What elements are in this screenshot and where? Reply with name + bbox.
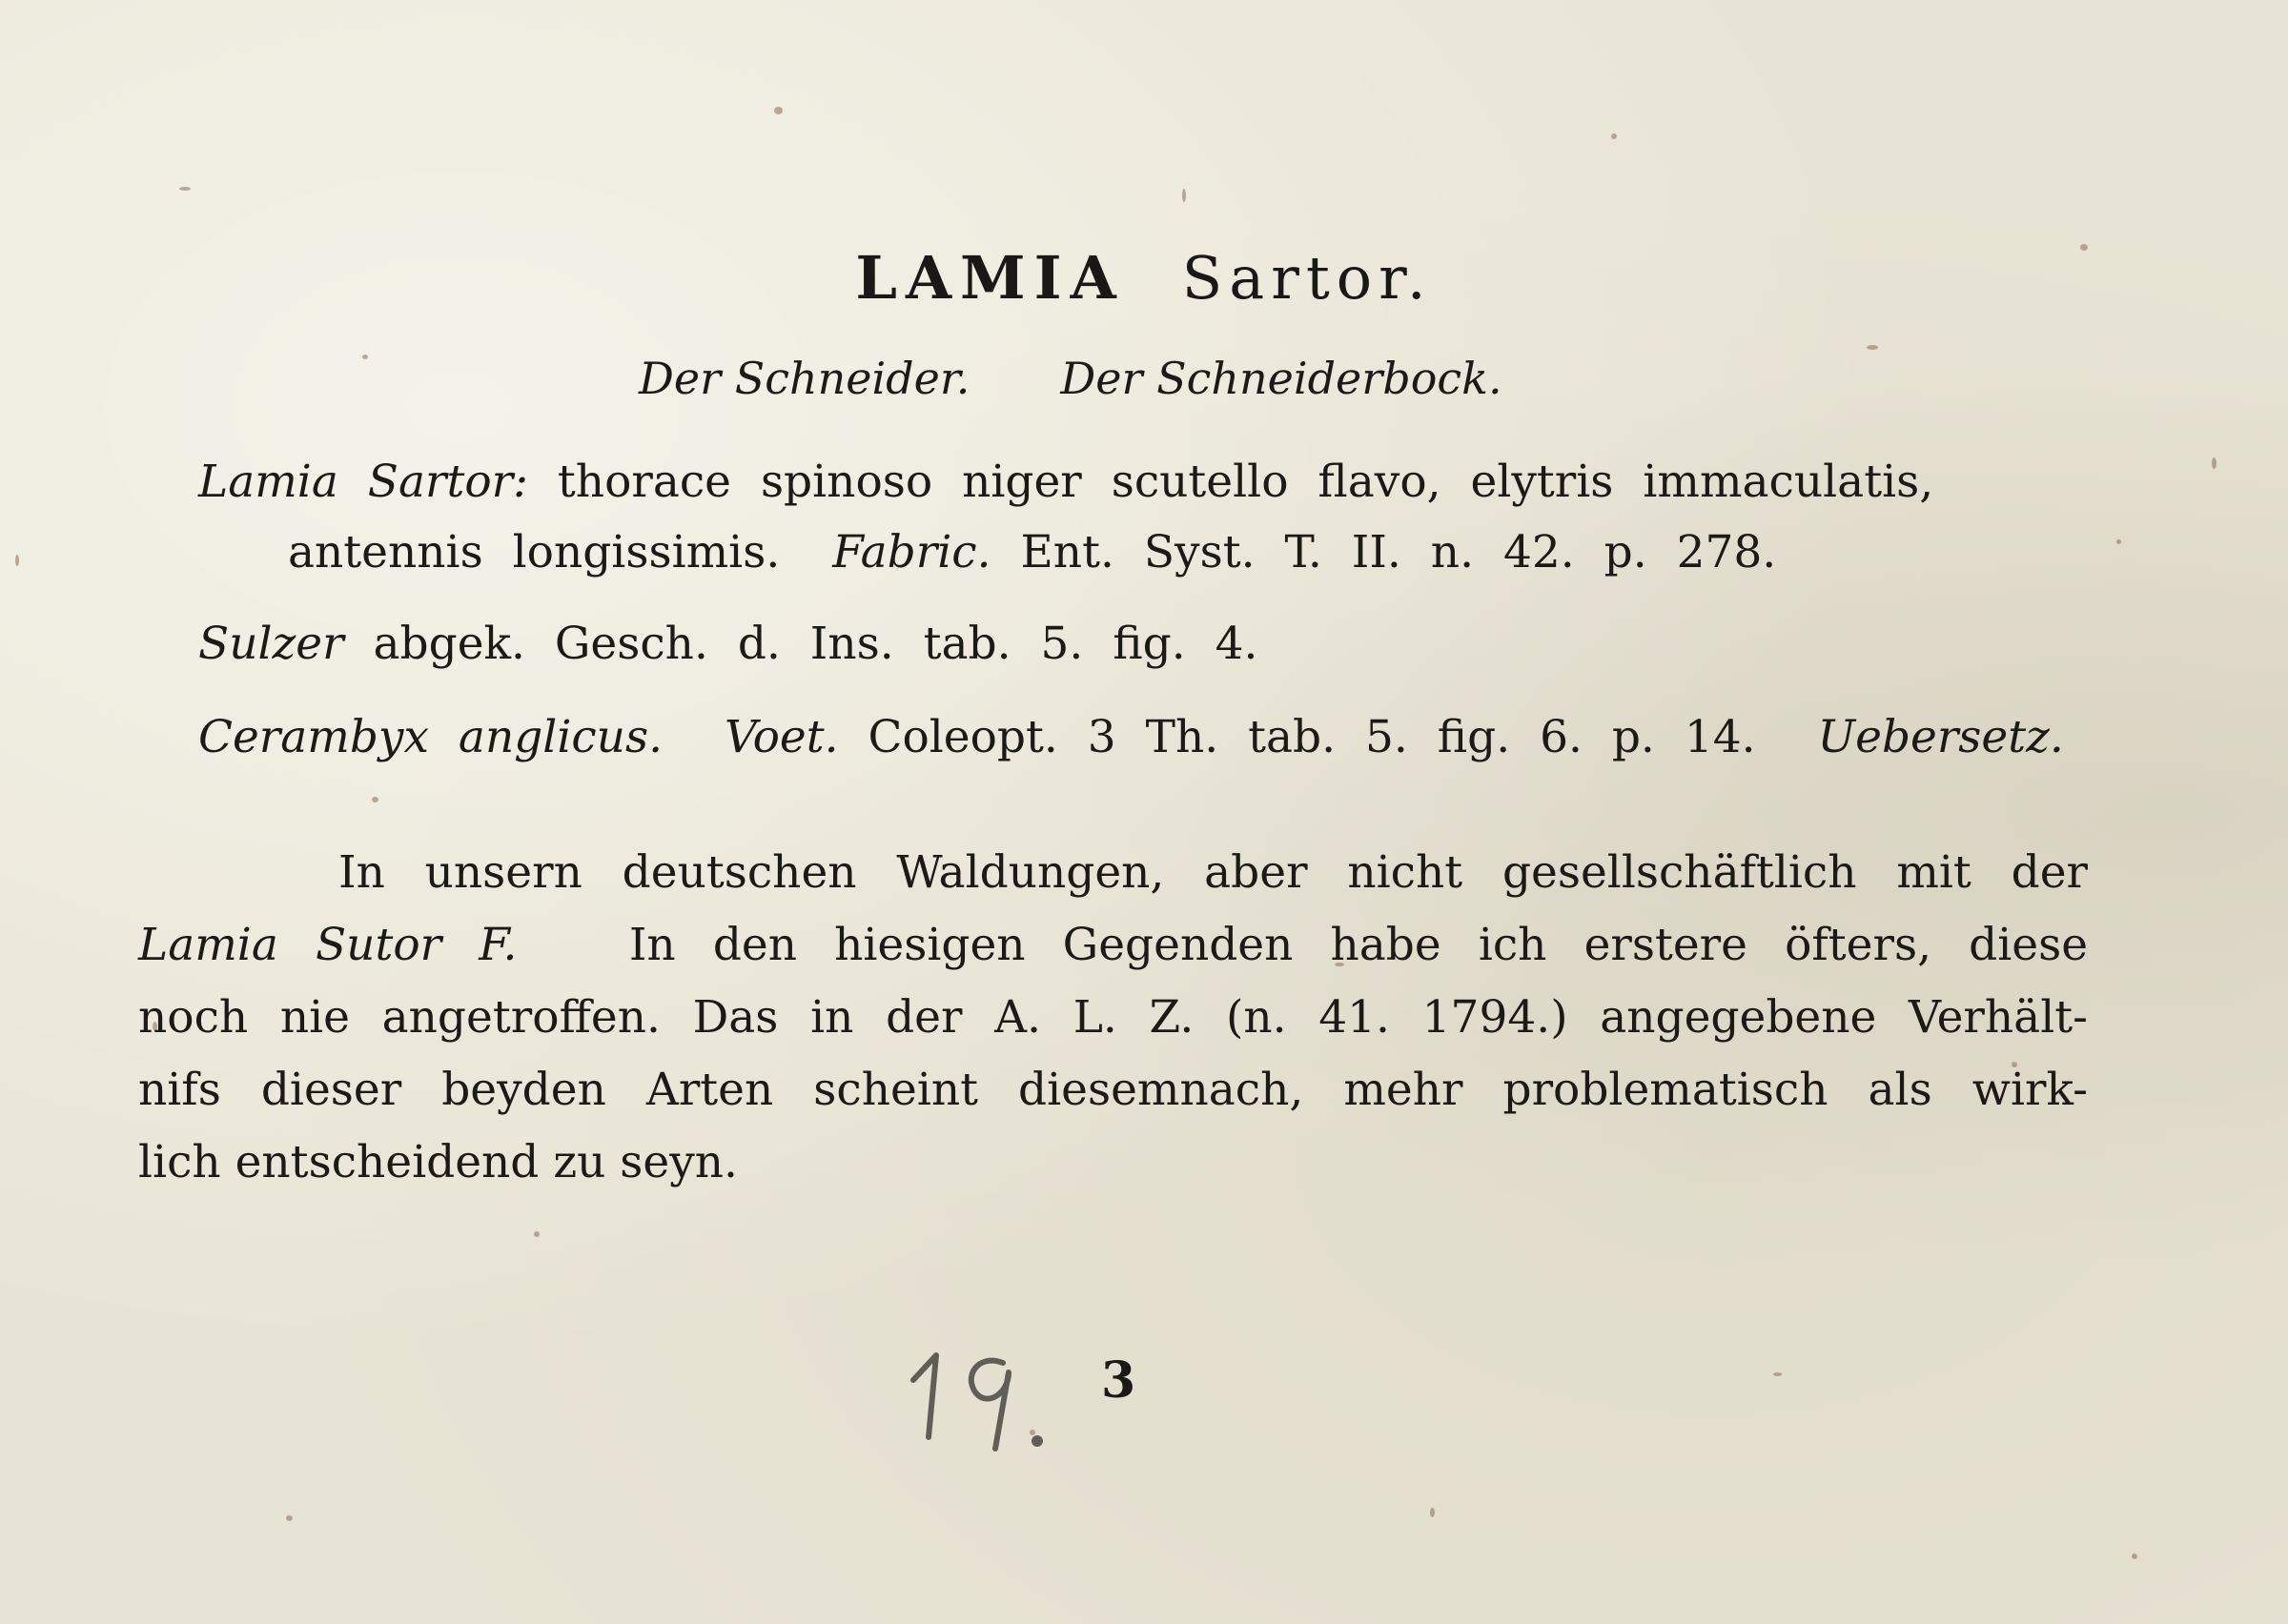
citation-fabricius-text1: thorace spinoso niger scutello flavo, elytris immaculatis, [557, 456, 1934, 508]
paper-fleck [372, 797, 378, 802]
species-name: Sartor. [1181, 243, 1433, 313]
body-line-4: nifs dieser beyden Arten scheint diesemnach, mehr problematisch als wirk- [138, 1064, 2088, 1116]
paper-fleck [2116, 539, 2121, 544]
paper-fleck [286, 1515, 293, 1521]
paper-fleck [179, 187, 191, 191]
common-name-2: Der Schneiderbock. [1060, 353, 1502, 404]
body-paragraph [138, 837, 2088, 1199]
paper-fleck [1611, 133, 1617, 139]
citation-voet-ref: Coleopt. 3 Th. tab. 5. fig. 6. p. 14. [868, 711, 1756, 763]
citation-fabricius-text2: antennis longissimis. [288, 526, 781, 579]
citation-sulzer-author: Sulzer [198, 618, 344, 670]
common-name-1: Der Schneider. [639, 353, 970, 404]
paper-fleck [1430, 1508, 1435, 1517]
citation-voet-author: Voet. [724, 711, 839, 763]
paper-fleck [774, 107, 783, 114]
page-number: 3 [1101, 1351, 1136, 1410]
common-names [639, 353, 1502, 404]
body-species-name: Lamia Sutor F. [138, 919, 518, 971]
paper-fleck [15, 555, 19, 566]
body-line-1: In unsern deutschen Waldungen, aber nicht gesellschäftlich mit der [338, 846, 2088, 899]
genus-name: LAMIA [855, 243, 1125, 313]
page-title [0, 243, 2288, 313]
paper-fleck [362, 355, 368, 359]
body-line-2 [138, 909, 2088, 982]
paper-fleck [2132, 1553, 2137, 1559]
body-line-3: noch nie angetroffen. Das in der A. L. Z. (n. 41. 1794.) angegebene Verhält- [138, 991, 2088, 1044]
paper-fleck [2212, 457, 2216, 469]
handwritten-number [896, 1334, 1068, 1468]
citation-voet [198, 711, 2064, 763]
paper-fleck [1182, 189, 1186, 202]
citation-voet-note: Uebersetz. [1817, 711, 2064, 763]
citation-fabricius-ref: Ent. Syst. T. II. n. 42. p. 278. [1020, 526, 1777, 579]
paper-fleck [1867, 345, 1878, 350]
body-line-2-text: In den hiesigen Gegenden habe ich erstere öfters, diese [628, 919, 2089, 971]
citation-sulzer [198, 618, 1257, 670]
citation-fabricius-line1 [198, 456, 1933, 508]
body-line-5: lich entscheidend zu seyn. [138, 1136, 738, 1188]
paper-fleck [1773, 1372, 1782, 1376]
paper-fleck [534, 1231, 540, 1237]
citation-fabricius-author: Fabric. [832, 526, 991, 579]
citation-sulzer-ref: abgek. Gesch. d. Ins. tab. 5. fig. 4. [373, 618, 1258, 670]
citation-fabricius-line2 [288, 526, 1776, 579]
citation-fabricius-name: Lamia Sartor: [198, 456, 528, 508]
citation-voet-name: Cerambyx anglicus. [198, 711, 664, 763]
